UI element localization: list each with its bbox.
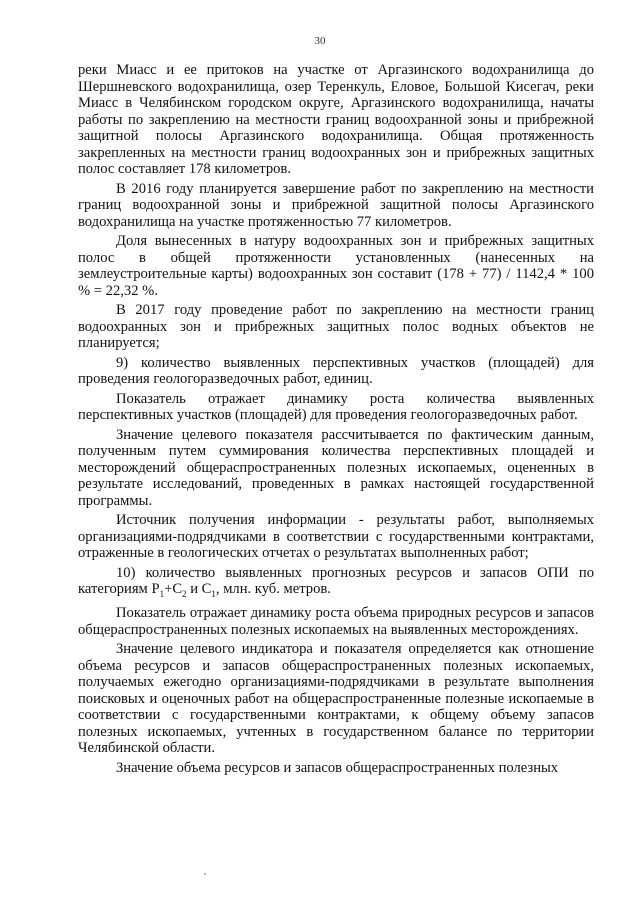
document-body <box>78 62 594 779</box>
paragraph: В 2016 году планируется завершение работ по закреплению на местности границ водоохранной зоны и прибрежной защитной полосы Аргазинского водохранилища на участке протяженностью 77 километров. <box>78 180 594 230</box>
paragraph: Значение целевого индикатора и показателя определяется как отношение объема ресурсов и запасов общераспространенных полезных ископаемых, получаемых ежегодно организациями-подрядчиками в результате выполнения поисковых и оценочных работ на общераспространенные полезные ископаемые в соответствии с государственными контрактами, к общему объему запасов полезных ископаемых, учтенных в государственном балансе по территории Челябинской области. <box>78 641 594 757</box>
paragraph: Показатель отражает динамику роста объема природных ресурсов и запасов общераспространенных полезных ископаемых на выявленных месторождениях. <box>78 605 594 638</box>
paragraph: Значение объема ресурсов и запасов общераспространенных полезных <box>116 759 559 776</box>
paragraph-item-10 <box>78 565 594 603</box>
paragraph: 9) количество выявленных перспективных участков (площадей) для проведения геологоразведочных работ, единиц. <box>78 354 594 387</box>
page-number: 30 <box>314 35 326 47</box>
category-formula: $P_1+C_2$ и $C_1$ <box>151 581 216 599</box>
scan-speck <box>204 873 206 875</box>
paragraph: реки Миасс и ее притоков на участке от Аргазинского водохранилища до Шершневского водохранилища, озер Теренкуль, Еловое, Большой Кисегач, реки Миасс в Челябинском городском округе, Аргазинского водохранилища, начаты работы по закреплению на местности границ водоохранной зоны и прибрежной защитной полосы Аргазинского водохранилища. Общая протяженность закрепленных на местности границ водоохранных зон и прибрежных защитных полос составляет 178 километров. <box>78 62 594 177</box>
paragraph: Значение целевого показателя рассчитывается по фактическим данным, полученным путем суммирования количества перспективных площадей и месторождений общераспространенных полезных ископаемых, оцененных в результате исследований, проведенных в рамках настоящей государственной программы. <box>78 426 594 509</box>
paragraph: Источник получения информации - результаты работ, выполняемых организациями-подрядчиками в соответствии с государственными контрактами, отраженные в геологических отчетах о результатах выполненных работ; <box>78 512 594 561</box>
item10-text-after: , млн. куб. метров. <box>215 581 331 597</box>
paragraph: Доля вынесенных в натуру водоохранных зон и прибрежных защитных полос в общей протяженности установленных (нанесенных на землеустроительные карты) водоохранных зон составит (178 + 77) / 1142,4 * 100 % = 22,32 %. <box>78 233 594 299</box>
paragraph: Показатель отражает динамику роста количества выявленных перспективных участков (площадей) для проведения геологоразведочных работ. <box>78 390 594 423</box>
paragraph: В 2017 году проведение работ по закреплению на местности границ водоохранных зон и прибрежных защитных полос водных объектов не планируется; <box>78 302 594 351</box>
item10-text-before: 10) количество выявленных прогнозных ресурсов и запасов ОПИ по категориям <box>78 564 594 597</box>
